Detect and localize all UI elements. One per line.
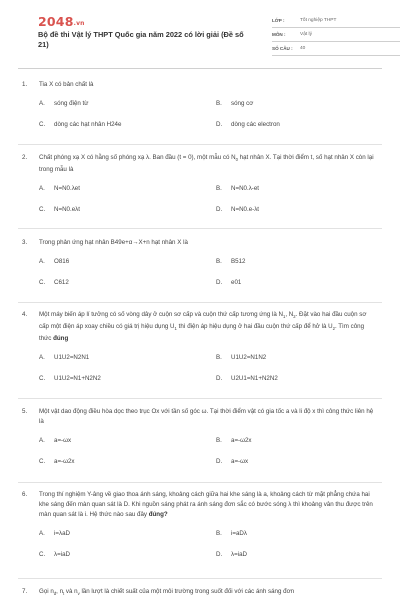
option-c[interactable]: C. N=N0.eλt	[39, 206, 80, 214]
option-d[interactable]: D. dòng các electron	[216, 121, 280, 128]
question-text: 3. Trong phản ứng hạt nhân B49e+α→X+n hạt nhân X là	[22, 239, 188, 246]
document-title: Bộ đề thi Vật lý THPT Quốc gia năm 2022 có lời giải (Đề số 21)	[38, 30, 244, 49]
options	[39, 100, 378, 142]
option-b[interactable]: B. a=-ω2x	[216, 437, 252, 444]
header-divider	[18, 68, 382, 69]
option-c[interactable]: C. U1U2=N1+N2N2	[39, 375, 101, 383]
meta-subject: MÔN : Vật lý	[272, 28, 400, 42]
meta-class: LỚP : Tốt nghiệp THPT	[272, 14, 400, 28]
option-a[interactable]: A. sóng điện từ	[39, 100, 89, 107]
option-d[interactable]: D. e01	[216, 279, 242, 286]
options	[39, 258, 378, 300]
question-1	[22, 80, 378, 142]
question-divider	[18, 144, 382, 145]
question-text: 4. Một máy biến áp lí tưởng có số vòng dây ở cuộn sơ cấp và cuộn thứ cấp tương ứng là $N_1$, $N_2$. Đặt vào hai đầu cuộn sơ cấp một điện áp xoay chiều có giá trị hiệu dụng $U_1$ thì điện áp hiệu dụng ở hai đầu cuộn thứ cấp để hở là $U_2$. Tìm công thức đúng	[22, 311, 367, 343]
question-text: 1. Tia X có bản chất là	[22, 81, 94, 88]
option-d[interactable]: D. U2U1=N1+N2N2	[216, 375, 278, 383]
option-b[interactable]: B. N=N0.λ-et	[216, 185, 260, 193]
question-5	[22, 407, 378, 479]
question-6	[22, 490, 378, 572]
option-a[interactable]: A. U1U2=N2N1	[39, 354, 90, 362]
question-7	[22, 587, 378, 599]
question-2	[22, 153, 378, 227]
question-text: 2. Chất phóng xạ X có hằng số phóng xạ λ. Ban đầu (t = 0), một mẫu có $N_0$ hạt nhân X. Tại thời điểm t, số hạt nhân X còn lại trong mẫu là	[22, 154, 374, 174]
option-a[interactable]: A. N=N0.λet	[39, 185, 80, 193]
option-a[interactable]: A. a=-ωx	[39, 437, 72, 444]
option-b[interactable]: B. U1U2=N1N2	[216, 354, 267, 362]
question-divider	[18, 578, 382, 579]
site-logo[interactable]: 2048.vn	[38, 14, 85, 29]
option-d[interactable]: D. a=-ωx	[216, 458, 249, 465]
option-d[interactable]: D. λ=iaD	[216, 551, 247, 558]
question-divider	[18, 302, 382, 303]
question-text: 5. Một vật dao động điều hòa dọc theo trục Ox với tần số góc ω. Tại thời điểm vật có gia tốc a và li độ x thì công thức liên hệ là	[22, 408, 374, 425]
question-text: 7. Gọi $n_đ$, $n_t$ và $n_v$ lần lượt là chiết suất của một môi trường trong suốt đối với các ánh sáng đơn	[22, 588, 295, 597]
options	[39, 185, 378, 227]
document-header	[18, 0, 382, 62]
meta-question-count: SỐ CÂU : 40	[272, 42, 400, 56]
option-d[interactable]: D. N=N0.e-λt	[216, 206, 260, 214]
options	[39, 530, 378, 572]
question-4	[22, 310, 378, 396]
question-text: 6. Trong thí nghiệm Y-âng về giao thoa ánh sáng, khoảng cách giữa hai khe sáng là a, khoảng cách từ mặt phẳng chứa hai khe sáng đến màn quan sát là D. Khi nguồn sáng phát ra ánh sáng đơn sắc có bước sóng λ thì khoảng vân thu được trên màn quan sát là i. Hệ thức nào sau đây đúng?	[22, 491, 373, 518]
option-c[interactable]: C. C612	[39, 279, 69, 286]
option-c[interactable]: C. λ=iaD	[39, 551, 70, 558]
question-divider	[18, 398, 382, 399]
options	[39, 354, 378, 396]
document-meta	[272, 14, 400, 56]
option-a[interactable]: A. O816	[39, 258, 70, 265]
option-a[interactable]: A. i=λaD	[39, 530, 70, 537]
option-c[interactable]: C. a=-ω2x	[39, 458, 75, 465]
options	[39, 437, 378, 479]
option-b[interactable]: B. i=aDλ	[216, 530, 247, 537]
question-divider	[18, 228, 382, 229]
question-divider	[18, 482, 382, 483]
question-3	[22, 238, 378, 300]
option-b[interactable]: B. B512	[216, 258, 246, 265]
option-c[interactable]: C. dòng các hạt nhân H24e	[39, 121, 122, 128]
option-b[interactable]: B. sóng cơ	[216, 100, 254, 107]
